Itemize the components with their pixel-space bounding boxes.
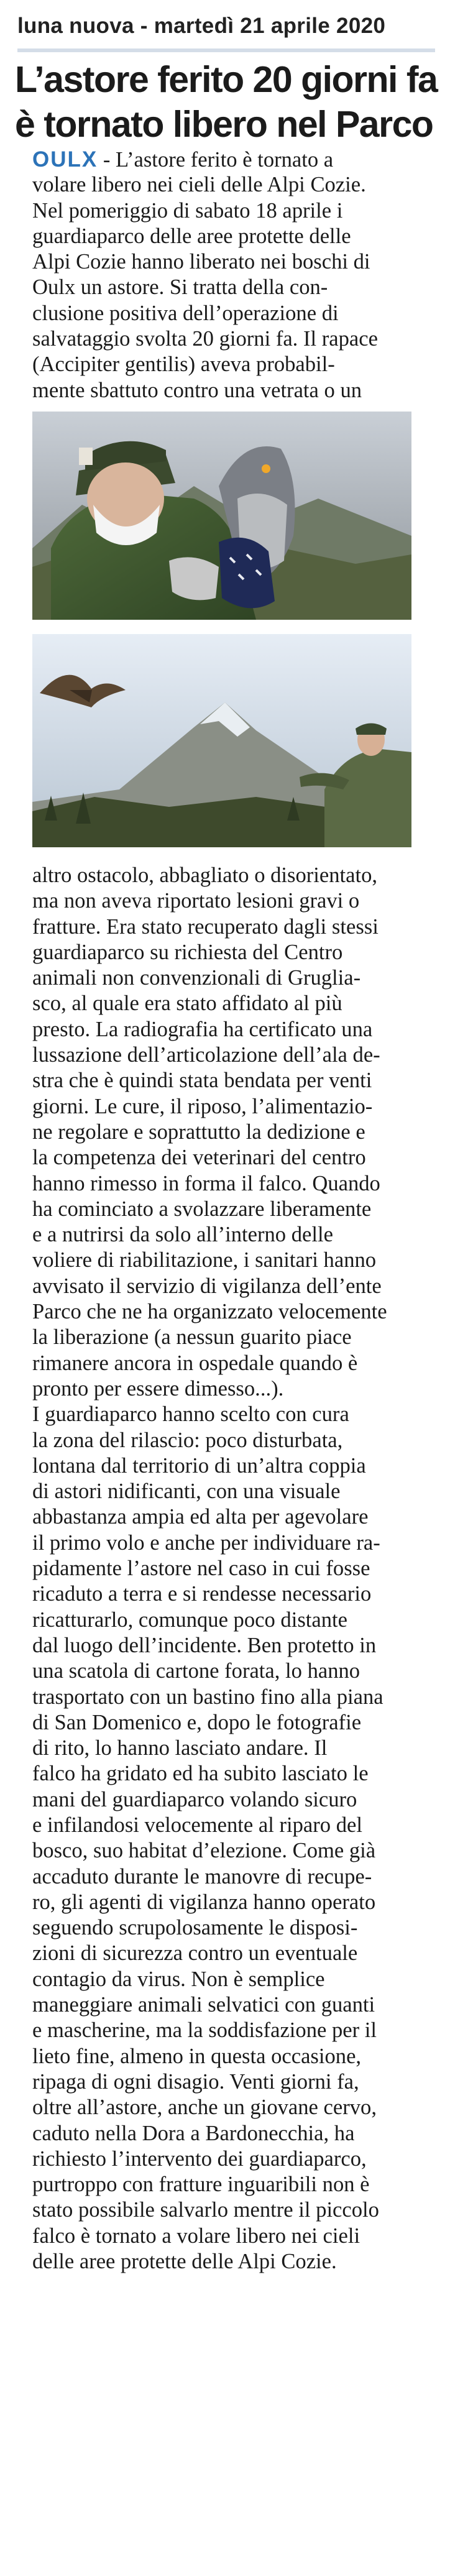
article-line: hanno rimesso in forma il falco. Quando — [32, 1171, 380, 1195]
article-line: avvisato il servizio di vigilanza dell’ente — [32, 1274, 382, 1298]
article-line: rimanere ancora in ospedale quando è — [32, 1351, 358, 1375]
article-line: ricatturarlo, comunque poco distante — [32, 1608, 347, 1632]
article-line: delle aree protette delle Alpi Cozie. — [32, 2250, 337, 2274]
article-headline — [15, 57, 444, 147]
article-line: accaduto durante le manovre di recupe- — [32, 1864, 372, 1888]
article-line: e a nutrirsi da solo all’interno delle — [32, 1223, 333, 1247]
article-line: salvataggio svolta 20 giorni fa. Il rapace — [32, 327, 378, 351]
article-intro — [32, 147, 423, 403]
article-line: (Accipiter gentilis) aveva probabil- — [32, 352, 335, 377]
article-line: la zona del rilascio: poco disturbata, — [32, 1428, 343, 1452]
article-line: Oulx un astore. Si tratta della con- — [32, 275, 328, 300]
article-line: la competenza dei veterinari del centro — [32, 1146, 366, 1170]
article-first-line — [32, 147, 423, 172]
article-line: giorni. Le cure, il riposo, l’alimentazio- — [32, 1094, 373, 1118]
article-line: zioni di sicurezza contro un eventuale — [32, 1941, 358, 1966]
article-line: bosco, suo habitat d’elezione. Come già — [32, 1839, 376, 1863]
article-line: dal luogo dell’incidente. Ben protetto in — [32, 1633, 377, 1657]
dateline-kicker: OULX — [32, 147, 98, 172]
article-line: pronto per essere dimesso...). — [32, 1376, 284, 1401]
article-line: mente sbattuto contro una vetrata o un — [32, 378, 362, 402]
article-line: una scatola di cartone forata, lo hanno — [32, 1659, 360, 1683]
article-line: I guardiaparco hanno scelto con cura — [32, 1402, 349, 1427]
article-line: volare libero nei cieli delle Alpi Cozie. — [32, 173, 366, 197]
article-line: lontana dal territorio di un’altra coppia — [32, 1453, 366, 1478]
article-line: mani del guardiaparco volando sicuro — [32, 1787, 357, 1811]
article-line: stra che è quindi stata bendata per venti — [32, 1069, 372, 1093]
article-line: falco è tornato a volare libero nei cieli — [32, 2224, 360, 2248]
article-continued — [32, 863, 423, 2275]
article-line: ripaga di ogni disagio. Venti giorni fa, — [32, 2069, 359, 2094]
article-line: caduto nella Dora a Bardonecchia, ha — [32, 2121, 355, 2145]
article-line: lussazione dell’articolazione dell’ala de- — [32, 1043, 380, 1067]
article-line: abbastanza ampia ed alta per agevolare — [32, 1505, 369, 1529]
goshawk-release-flight-photo — [32, 634, 411, 847]
article-line: la liberazione (a nessun guarito piace — [32, 1325, 352, 1350]
article-line: Nel pomeriggio di sabato 18 aprile i — [32, 198, 343, 223]
article-line: di astori nidificanti, con una visuale — [32, 1479, 341, 1504]
article-line: purtroppo con fratture inguaribili non è — [32, 2173, 370, 2197]
article-line: Parco che ne ha organizzato velocemente — [32, 1300, 387, 1324]
headline-line: L’astore ferito 20 giorni fa — [15, 59, 438, 100]
article-line: clusione positiva dell’operazione di — [32, 301, 339, 325]
masthead-date-line: luna nuova - martedì 21 aprile 2020 — [17, 14, 386, 38]
article-line: ha cominciato a svolazzare liberamente — [32, 1197, 372, 1221]
ranger-holding-goshawk-photo — [32, 412, 411, 620]
article-line: voliere di riabilitazione, i sanitari hanno — [32, 1248, 377, 1272]
headline-line: è tornato libero nel Parco — [15, 104, 433, 145]
photo-image — [32, 412, 411, 620]
article-line: il primo volo e anche per individuare ra- — [32, 1530, 380, 1555]
article-line: presto. La radiografia ha certificato una — [32, 1017, 373, 1041]
article-line: oltre all’astore, anche un giovane cervo, — [32, 2095, 377, 2120]
article-line: contagio da virus. Non è semplice — [32, 1967, 325, 1991]
article-line: animali non convenzionali di Gruglia- — [32, 966, 361, 990]
article-line: ma non aveva riportato lesioni gravi o — [32, 889, 360, 913]
article-line: falco ha gridato ed ha subito lasciato le — [32, 1762, 369, 1786]
article-line: guardiaparco delle aree protette delle — [32, 224, 351, 248]
masthead — [17, 4, 435, 52]
article-line: stato possibile salvarlo mentre il piccolo — [32, 2198, 379, 2222]
photo-image — [32, 634, 411, 847]
article-line: altro ostacolo, abbagliato o disorientato, — [32, 863, 378, 887]
first-line-text: - L’astore ferito è tornato a — [98, 148, 334, 172]
article-line: ricaduto a terra e si rendesse necessario — [32, 1582, 372, 1606]
article-line: trasportato con un bastino fino alla piana — [32, 1685, 383, 1709]
article-line: lieto fine, almeno in questa occasione, — [32, 2044, 362, 2068]
article-line: maneggiare animali selvatici con guanti — [32, 1993, 375, 2017]
article-line: di San Domenico e, dopo le fotografie — [32, 1710, 362, 1734]
article-line: di rito, lo hanno lasciato andare. Il — [32, 1736, 328, 1760]
article-line: pidamente l’astore nel caso in cui fosse — [32, 1557, 370, 1581]
article-line: Alpi Cozie hanno liberato nei boschi di — [32, 250, 370, 274]
article-line: fratture. Era stato recuperato dagli stessi — [32, 914, 379, 939]
article-line: guardiaparco su richiesta del Centro — [32, 940, 343, 964]
article-line: e mascherine, ma la soddisfazione per il — [32, 2018, 377, 2043]
article-line: richiesto l’intervento dei guardiaparco, — [32, 2146, 367, 2171]
article-line: e infilandosi velocemente al riparo del — [32, 1813, 362, 1837]
article-line: ne regolare e soprattutto la dedizione e — [32, 1120, 365, 1144]
article-line: sco, al quale era stato affidato al più — [32, 991, 342, 1016]
article-line: seguendo scrupolosamente le disposi- — [32, 1916, 358, 1940]
article-line: ro, gli agenti di vigilanza hanno operato — [32, 1890, 376, 1914]
